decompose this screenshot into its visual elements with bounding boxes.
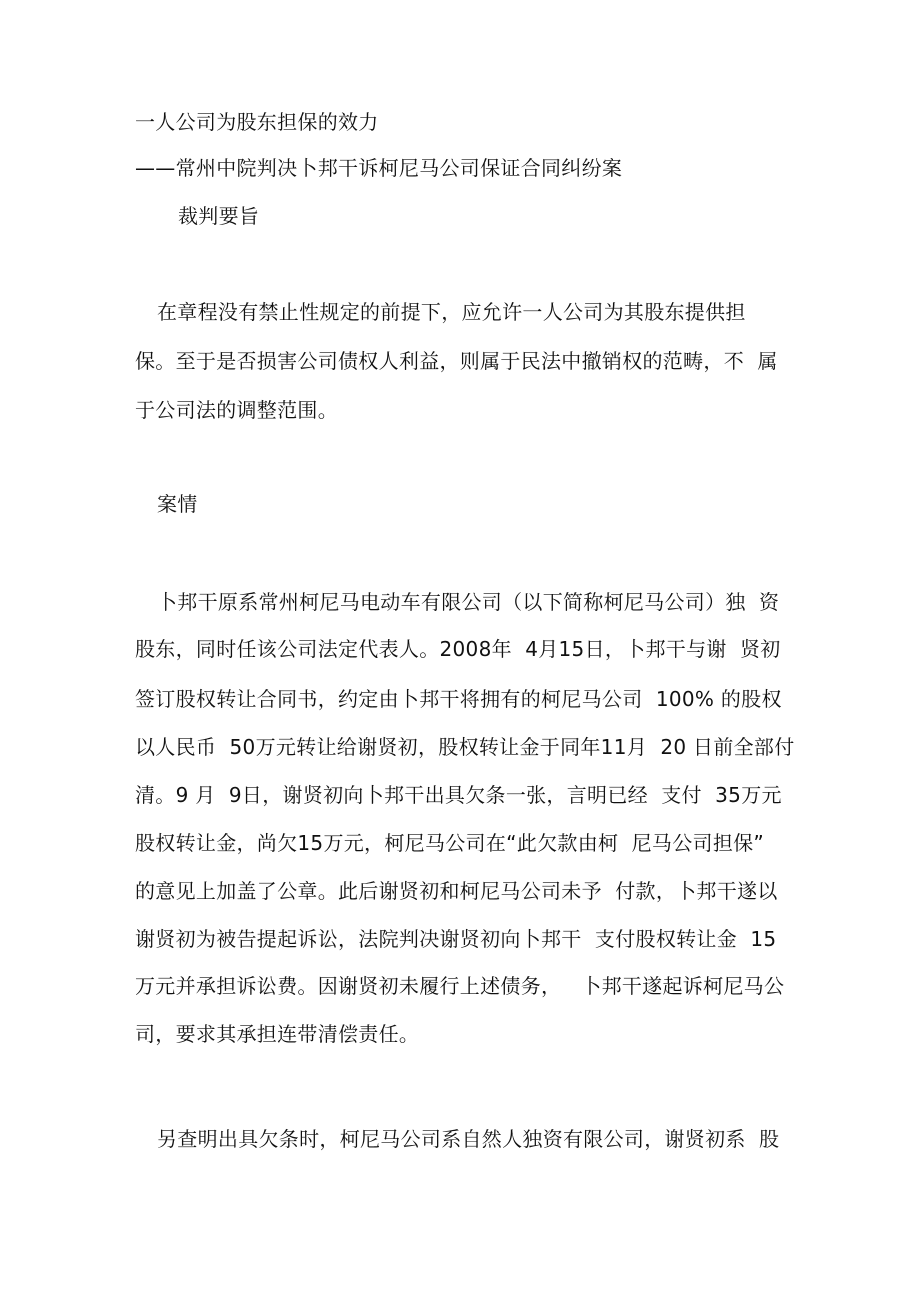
facts-line: 的意见上加盖了公章。此后谢贤初和柯尼马公司未予 付款，卜邦干遂以 [135, 879, 778, 903]
facts-line: 股东，同时任该公司法定代表人。2008年 4月15日，卜邦干与谢 贤初 [135, 637, 781, 661]
facts-line: 清。9 月 9日，谢贤初向卜邦干出具欠条一张，言明已经 支付 35万元 [135, 783, 782, 807]
facts-line: 万元并承担诉讼费。因谢贤初未履行上述债务， 卜邦干遂起诉柯尼马公 [135, 974, 785, 998]
extra-facts-line: 另查明出具欠条时，柯尼马公司系自然人独资有限公司，谢贤初系 股 [157, 1127, 780, 1151]
facts-line: 司，要求其承担连带清偿责任。 [135, 1022, 420, 1046]
facts-line: 签订股权转让合同书，约定由卜邦干将拥有的柯尼马公司 100% 的股权 [135, 687, 782, 711]
summary-line: 于公司法的调整范围。 [135, 398, 338, 422]
summary-line: 保。至于是否损害公司债权人利益，则属于民法中撤销权的范畴，不 属 [135, 349, 778, 373]
summary-line: 在章程没有禁止性规定的前提下，应允许一人公司为其股东提供担 [157, 300, 746, 324]
facts-line: 谢贤初为被告提起诉讼，法院判决谢贤初向卜邦干 支付股权转让金 15 [135, 927, 777, 951]
facts-line: 以人民币 50万元转让给谢贤初，股权转让金于同年11月 20 日前全部付 [135, 735, 795, 759]
facts-line: 股权转让金，尚欠15万元，柯尼马公司在“此欠款由柯 尼马公司担保” [135, 831, 765, 855]
summary-heading: 裁判要旨 [178, 204, 260, 228]
facts-heading: 案情 [157, 492, 198, 516]
document-subtitle: ——常州中院判决卜邦干诉柯尼马公司保证合同纠纷案 [135, 156, 623, 180]
facts-line: 卜邦干原系常州柯尼马电动车有限公司（以下简称柯尼马公司）独 资 [157, 590, 780, 614]
document-title: 一人公司为股东担保的效力 [135, 110, 379, 134]
